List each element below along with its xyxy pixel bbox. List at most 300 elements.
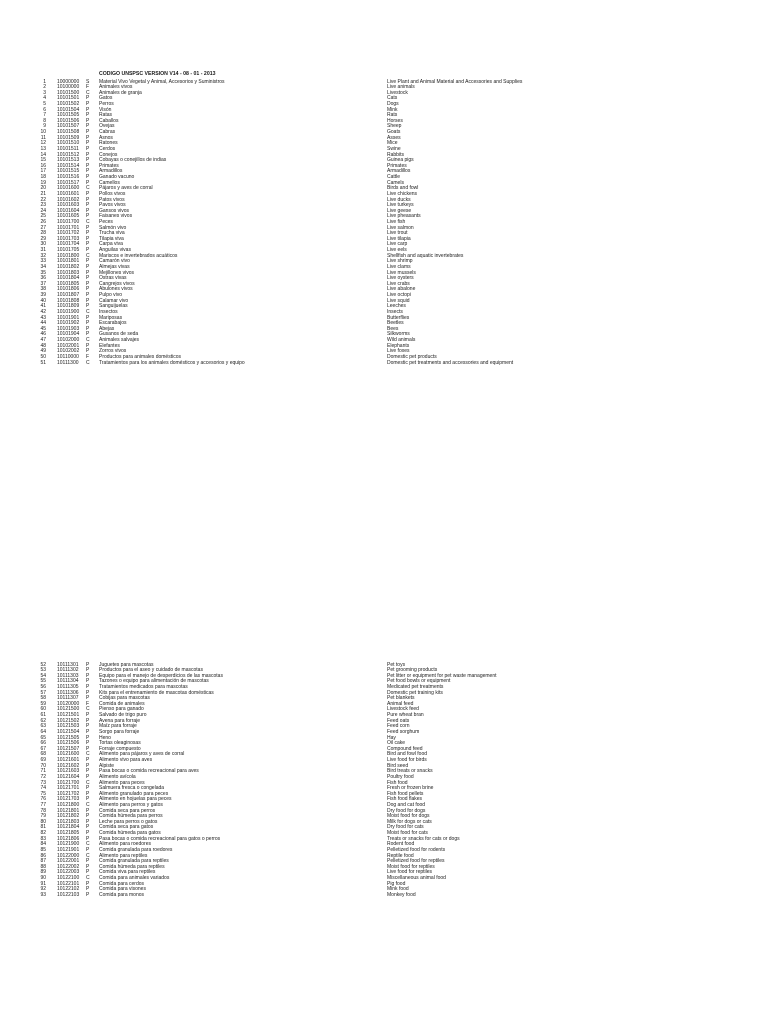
table-row	[0, 361, 768, 367]
row-type: C	[86, 219, 90, 225]
row-english: Live salmon	[387, 224, 414, 231]
row-number: 92	[40, 886, 46, 893]
row-spanish: Gatos	[99, 95, 113, 102]
row-spanish: Peces	[99, 219, 113, 225]
row-number: 35	[40, 269, 46, 276]
row-code: 10101705	[57, 247, 80, 254]
row-number: 36	[40, 275, 46, 282]
row-code: 10122000	[57, 852, 80, 859]
row-number: 78	[40, 807, 46, 814]
row-code: 10122100	[57, 875, 80, 882]
row-type: C	[86, 751, 90, 758]
row-english: Compound feed	[387, 745, 423, 752]
row-type: P	[86, 207, 90, 214]
row-english: Dry food for cats	[387, 824, 424, 831]
row-code: 10101513	[57, 157, 80, 164]
row-type: P	[86, 880, 90, 887]
row-type: P	[86, 342, 90, 349]
row-number: 53	[40, 667, 46, 674]
row-number: 67	[40, 745, 46, 752]
row-type: P	[86, 672, 90, 679]
row-english: Feed corn	[387, 723, 410, 730]
row-code: 10101800	[57, 252, 80, 259]
row-number: 61	[40, 712, 46, 719]
row-type: C	[86, 852, 90, 859]
row-english: Birds and fowl	[387, 185, 419, 192]
row-code: 10121800	[57, 802, 80, 808]
row-code: 10101504	[57, 106, 80, 113]
row-english: Poultry food	[387, 773, 414, 780]
row-type: P	[86, 717, 90, 724]
row-spanish: Equipo para el manejo de desperdicios de las mascotas	[99, 672, 223, 679]
row-type: P	[86, 129, 90, 136]
row-type: P	[86, 689, 90, 696]
row-code: 10101511	[57, 145, 79, 152]
row-code: 10101510	[57, 140, 80, 147]
row-type: P	[86, 661, 90, 668]
row-spanish: Comida para animales variados	[99, 875, 170, 882]
row-english: Livestock feed	[387, 706, 419, 713]
row-type: C	[86, 252, 90, 259]
row-spanish: Escarabajos	[99, 320, 127, 327]
row-english: Rats	[387, 112, 398, 119]
row-code: 10121506	[57, 740, 80, 747]
row-english: Livestock	[387, 89, 408, 96]
row-spanish: Calamar vivo	[99, 297, 129, 304]
row-spanish: Zorros vivos	[99, 348, 127, 355]
row-code: 10101512	[57, 151, 80, 158]
row-code: 10101703	[57, 235, 80, 242]
row-type: P	[86, 151, 90, 158]
row-type: P	[86, 734, 90, 741]
row-number: 44	[40, 320, 46, 327]
row-spanish: Faisanes vivos	[99, 213, 133, 220]
row-english: Pet toys	[387, 661, 406, 668]
row-spanish: Alpiste	[99, 762, 115, 769]
row-type: P	[86, 202, 90, 209]
row-type: P	[86, 179, 90, 186]
row-number: 51	[40, 359, 46, 366]
row-spanish: Salvado de trigo puro	[99, 712, 147, 719]
row-english: Live food for reptiles	[387, 869, 433, 876]
row-type: P	[86, 807, 90, 814]
row-code: 10101802	[57, 263, 80, 270]
row-code: 10101902	[57, 320, 80, 327]
row-code: 10122101	[57, 880, 80, 887]
row-code: 10121803	[57, 818, 80, 825]
row-type: P	[86, 134, 90, 141]
row-code: 10101514	[57, 162, 80, 169]
row-type: P	[86, 162, 90, 169]
row-english: Cattle	[387, 174, 401, 181]
row-type: P	[86, 830, 90, 837]
row-number: 28	[40, 230, 46, 237]
row-number: 88	[40, 863, 46, 870]
row-code: 10101806	[57, 286, 80, 293]
row-english: Shellfish and aquatic invertebrates	[387, 252, 464, 259]
row-spanish: Alimento para peces	[99, 779, 145, 786]
row-english: Pure wheat bran	[387, 712, 424, 719]
row-spanish: Comida húmeda para reptiles	[99, 863, 165, 870]
row-code: 10121603	[57, 768, 80, 775]
row-code: 10121502	[57, 717, 80, 724]
row-number: 29	[40, 235, 46, 242]
row-number: 75	[40, 790, 46, 797]
row-type: P	[86, 213, 90, 220]
row-code: 10111306	[57, 689, 79, 696]
row-number: 15	[40, 157, 46, 164]
row-code: 10110000	[57, 353, 79, 360]
row-code: 10101903	[57, 325, 80, 332]
row-spanish: Gusanos de seda	[99, 331, 139, 338]
row-spanish: Comida seca para perros	[99, 807, 156, 814]
row-number: 47	[40, 337, 46, 344]
row-code: 10101904	[57, 331, 80, 338]
row-english: Pig food	[387, 880, 406, 887]
row-number: 25	[40, 213, 46, 220]
row-number: 20	[40, 185, 46, 192]
row-code: 10111300	[57, 359, 79, 366]
row-type: P	[86, 117, 90, 124]
row-english: Live pheasants	[387, 213, 421, 220]
row-type: P	[86, 230, 90, 237]
row-number: 86	[40, 852, 46, 859]
row-code: 10101805	[57, 280, 80, 287]
row-english: Moist food for cats	[387, 830, 428, 837]
row-english: Horses	[387, 117, 403, 124]
row-english: Live animals	[387, 84, 415, 91]
row-code: 10101500	[57, 89, 80, 96]
row-number: 46	[40, 331, 46, 338]
row-english: Live oysters	[387, 275, 414, 282]
row-number: 81	[40, 824, 46, 831]
row-number: 19	[40, 179, 46, 186]
row-code: 10101605	[57, 213, 80, 220]
row-english: Pelletized food for reptiles	[387, 858, 445, 865]
row-number: 45	[40, 325, 46, 332]
row-english: Bird treats or snacks	[387, 768, 433, 775]
row-number: 43	[40, 314, 46, 321]
row-spanish: Ganado vacuno	[99, 174, 135, 181]
row-number: 40	[40, 297, 46, 304]
row-spanish: Sorgo para forraje	[99, 728, 140, 735]
row-english: Wild animals	[387, 337, 416, 344]
row-code: 10121802	[57, 813, 80, 820]
row-english: Asses	[387, 134, 401, 141]
row-english: Domestic pet treatments and accessories and equipment	[387, 359, 514, 366]
row-code: 10101603	[57, 202, 80, 209]
row-spanish: Tazones o equipo para alimentación de mascotas	[99, 678, 209, 685]
row-spanish: Pasa bocas o comida recreacional para aves	[99, 768, 199, 775]
row-number: 93	[40, 891, 46, 898]
row-number: 91	[40, 880, 46, 887]
row-spanish: Juguetes para mascotas	[99, 661, 154, 668]
row-spanish: Visón	[99, 106, 112, 113]
row-number: 27	[40, 224, 46, 231]
row-number: 33	[40, 258, 46, 265]
row-type: P	[86, 168, 90, 175]
row-type: P	[86, 196, 90, 203]
row-english: Monkey food	[387, 891, 416, 898]
row-number: 77	[40, 802, 46, 808]
row-english: Live foxes	[387, 348, 410, 355]
row-english: Dry food for dogs	[387, 807, 426, 814]
row-english: Primates	[387, 162, 407, 169]
row-number: 82	[40, 830, 46, 837]
row-code: 10121600	[57, 751, 80, 758]
row-type: C	[86, 875, 90, 882]
row-number: 5	[43, 100, 46, 107]
row-type: P	[86, 275, 90, 282]
row-number: 57	[40, 689, 46, 696]
row-code: 10101803	[57, 269, 80, 276]
row-english: Live Plant and Animal Material and Accessories and Supplies	[387, 78, 523, 85]
row-spanish: Mariscos e invertebrados acuáticos	[99, 252, 178, 259]
row-type: P	[86, 325, 90, 332]
row-english: Feed oats	[387, 717, 410, 724]
row-number: 14	[40, 151, 46, 158]
row-number: 72	[40, 773, 46, 780]
row-type: P	[86, 123, 90, 130]
row-type: P	[86, 728, 90, 735]
row-type: F	[86, 353, 90, 360]
row-english: Live geese	[387, 207, 412, 214]
row-number: 60	[40, 706, 46, 713]
row-type: P	[86, 773, 90, 780]
row-type: P	[86, 695, 90, 702]
row-spanish: Patos vivos	[99, 196, 125, 203]
row-number: 73	[40, 779, 46, 786]
row-code: 10111304	[57, 678, 79, 685]
row-type: C	[86, 89, 90, 96]
row-spanish: Alimento granulado para peces	[99, 790, 169, 797]
row-english: Camels	[387, 179, 404, 186]
row-code: 10101807	[57, 292, 80, 299]
row-english: Beetles	[387, 320, 404, 327]
row-spanish: Salmuera fresca o congelada	[99, 785, 165, 792]
row-code: 10101515	[57, 168, 80, 175]
row-number: 13	[40, 145, 46, 152]
row-spanish: Pulpo vivo	[99, 292, 123, 299]
row-type: P	[86, 320, 90, 327]
row-spanish: Animales de granja	[99, 89, 142, 96]
row-number: 31	[40, 247, 46, 254]
row-english: Fish food pellets	[387, 790, 424, 797]
row-spanish: Avena para forraje	[99, 717, 141, 724]
row-english: Hay	[387, 734, 396, 741]
row-english: Domestic pet training kits	[387, 689, 443, 696]
row-code: 10122002	[57, 863, 80, 870]
row-code: 10101804	[57, 275, 80, 282]
row-type: P	[86, 297, 90, 304]
row-spanish: Ostras vivas	[99, 275, 127, 282]
table-row	[0, 893, 768, 899]
row-type: C	[86, 802, 90, 808]
row-english: Mice	[387, 140, 398, 147]
row-code: 10101604	[57, 207, 80, 214]
row-number: 7	[43, 112, 46, 119]
row-spanish: Asnos	[99, 134, 113, 141]
row-type: P	[86, 224, 90, 231]
row-number: 85	[40, 846, 46, 853]
row-english: Live chickens	[387, 190, 418, 197]
row-number: 1	[43, 78, 46, 85]
row-number: 17	[40, 168, 46, 175]
row-code: 10111307	[57, 695, 79, 702]
row-spanish: Alimento en hojuelas para peces	[99, 796, 172, 803]
row-english: Moist food for reptiles	[387, 863, 435, 870]
row-code: 10101502	[57, 100, 80, 107]
row-english: Insects	[387, 308, 403, 315]
row-number: 16	[40, 162, 46, 169]
row-spanish: Cangrejos vivos	[99, 280, 135, 287]
row-code: 10101506	[57, 117, 80, 124]
row-type: P	[86, 112, 90, 119]
row-english: Milk for dogs or cats	[387, 818, 432, 825]
row-spanish: Kits para el entrenamiento de mascotas domésticas	[99, 689, 214, 696]
row-spanish: Comida granulada para roedores	[99, 846, 173, 853]
row-number: 62	[40, 717, 46, 724]
row-type: C	[86, 359, 90, 366]
row-code: 10101901	[57, 314, 80, 321]
row-type: P	[86, 712, 90, 719]
row-spanish: Alimento para pájaros y aves de corral	[99, 751, 185, 758]
row-spanish: Pasa bocas o comida recreacional para gatos o perros	[99, 835, 221, 842]
row-spanish: Perros	[99, 100, 114, 107]
row-english: Live clams	[387, 263, 411, 270]
row-spanish: Elefantes	[99, 342, 120, 349]
row-code: 10102001	[57, 342, 80, 349]
row-english: Silkworms	[387, 331, 410, 338]
row-spanish: Alimento para roedores	[99, 841, 151, 848]
row-code: 10121505	[57, 734, 80, 741]
row-number: 18	[40, 174, 46, 181]
row-number: 37	[40, 280, 46, 287]
row-english: Sheep	[387, 123, 402, 130]
row-english: Medicated pet treatments	[387, 683, 444, 690]
row-type: P	[86, 678, 90, 685]
row-code: 10101501	[57, 95, 80, 102]
row-spanish: Carpa viva	[99, 241, 123, 248]
row-code: 10121900	[57, 841, 80, 848]
row-type: P	[86, 280, 90, 287]
row-code: 10111305	[57, 683, 79, 690]
row-english: Dog and cat food	[387, 802, 426, 808]
row-number: 26	[40, 219, 46, 225]
row-type: P	[86, 331, 90, 338]
row-type: P	[86, 303, 90, 310]
row-number: 39	[40, 292, 46, 299]
row-number: 2	[43, 84, 46, 91]
row-spanish: Animales salvajes	[99, 337, 140, 344]
row-number: 84	[40, 841, 46, 848]
row-english: Treats or snacks for cats or dogs	[387, 835, 460, 842]
row-type: P	[86, 95, 90, 102]
row-english: Fish food flakes	[387, 796, 423, 803]
row-english: Live abalone	[387, 286, 416, 293]
row-code: 10121801	[57, 807, 80, 814]
row-code: 10101509	[57, 134, 80, 141]
row-number: 6	[43, 106, 46, 113]
row-spanish: Maíz para forraje	[99, 723, 137, 730]
row-type: P	[86, 140, 90, 147]
row-type: C	[86, 779, 90, 786]
row-type: P	[86, 723, 90, 730]
row-code: 10102000	[57, 337, 80, 344]
row-code: 10100000	[57, 84, 80, 91]
row-code: 10111301	[57, 661, 79, 668]
row-type: P	[86, 891, 90, 898]
row-spanish: Trucha viva	[99, 230, 125, 237]
row-number: 4	[43, 95, 46, 102]
row-spanish: Pavos vivos	[99, 202, 126, 209]
row-spanish: Armadillos	[99, 168, 123, 175]
row-type: P	[86, 683, 90, 690]
row-code: 10121701	[57, 785, 80, 792]
row-english: Swine	[387, 145, 401, 152]
row-english: Bees	[387, 325, 399, 332]
row-english: Live trout	[387, 230, 408, 237]
row-code: 10121703	[57, 796, 80, 803]
row-english: Feed sorghum	[387, 728, 420, 735]
row-number: 55	[40, 678, 46, 685]
row-spanish: Tortas oleaginosas	[99, 740, 141, 747]
row-number: 70	[40, 762, 46, 769]
row-code: 10101801	[57, 258, 80, 265]
row-type: P	[86, 106, 90, 113]
row-code: 10101505	[57, 112, 80, 119]
row-code: 10121503	[57, 723, 80, 730]
row-english: Domestic pet products	[387, 353, 437, 360]
row-spanish: Alimento para perros y gatos	[99, 802, 163, 808]
row-type: C	[86, 706, 90, 713]
row-code: 10121501	[57, 712, 80, 719]
row-code: 10101809	[57, 303, 80, 310]
row-code: 10101900	[57, 308, 80, 315]
row-type: P	[86, 263, 90, 270]
row-code: 10101602	[57, 196, 80, 203]
row-english: Animal feed	[387, 700, 414, 707]
row-code: 10101601	[57, 190, 80, 197]
row-english: Fish food	[387, 779, 408, 786]
row-english: Live eels	[387, 247, 407, 254]
row-number: 38	[40, 286, 46, 293]
row-code: 10101507	[57, 123, 80, 130]
row-type: C	[86, 185, 90, 192]
row-spanish: Heno	[99, 734, 111, 741]
row-code: 10101600	[57, 185, 80, 192]
row-number: 68	[40, 751, 46, 758]
row-number: 52	[40, 661, 46, 668]
row-english: Live fish	[387, 219, 406, 225]
row-spanish: Comida húmeda para gatos	[99, 830, 161, 837]
row-type: P	[86, 145, 90, 152]
row-english: Leeches	[387, 303, 406, 310]
row-spanish: Conejos	[99, 151, 118, 158]
row-code: 10101517	[57, 179, 80, 186]
row-code: 10122003	[57, 869, 80, 876]
row-type: S	[86, 78, 90, 85]
row-type: P	[86, 157, 90, 164]
row-spanish: Pollos vivos	[99, 190, 126, 197]
row-type: P	[86, 235, 90, 242]
row-number: 83	[40, 835, 46, 842]
row-number: 80	[40, 818, 46, 825]
row-code: 10121504	[57, 728, 80, 735]
row-english: Reptile food	[387, 852, 414, 859]
row-type: P	[86, 740, 90, 747]
row-type: C	[86, 841, 90, 848]
